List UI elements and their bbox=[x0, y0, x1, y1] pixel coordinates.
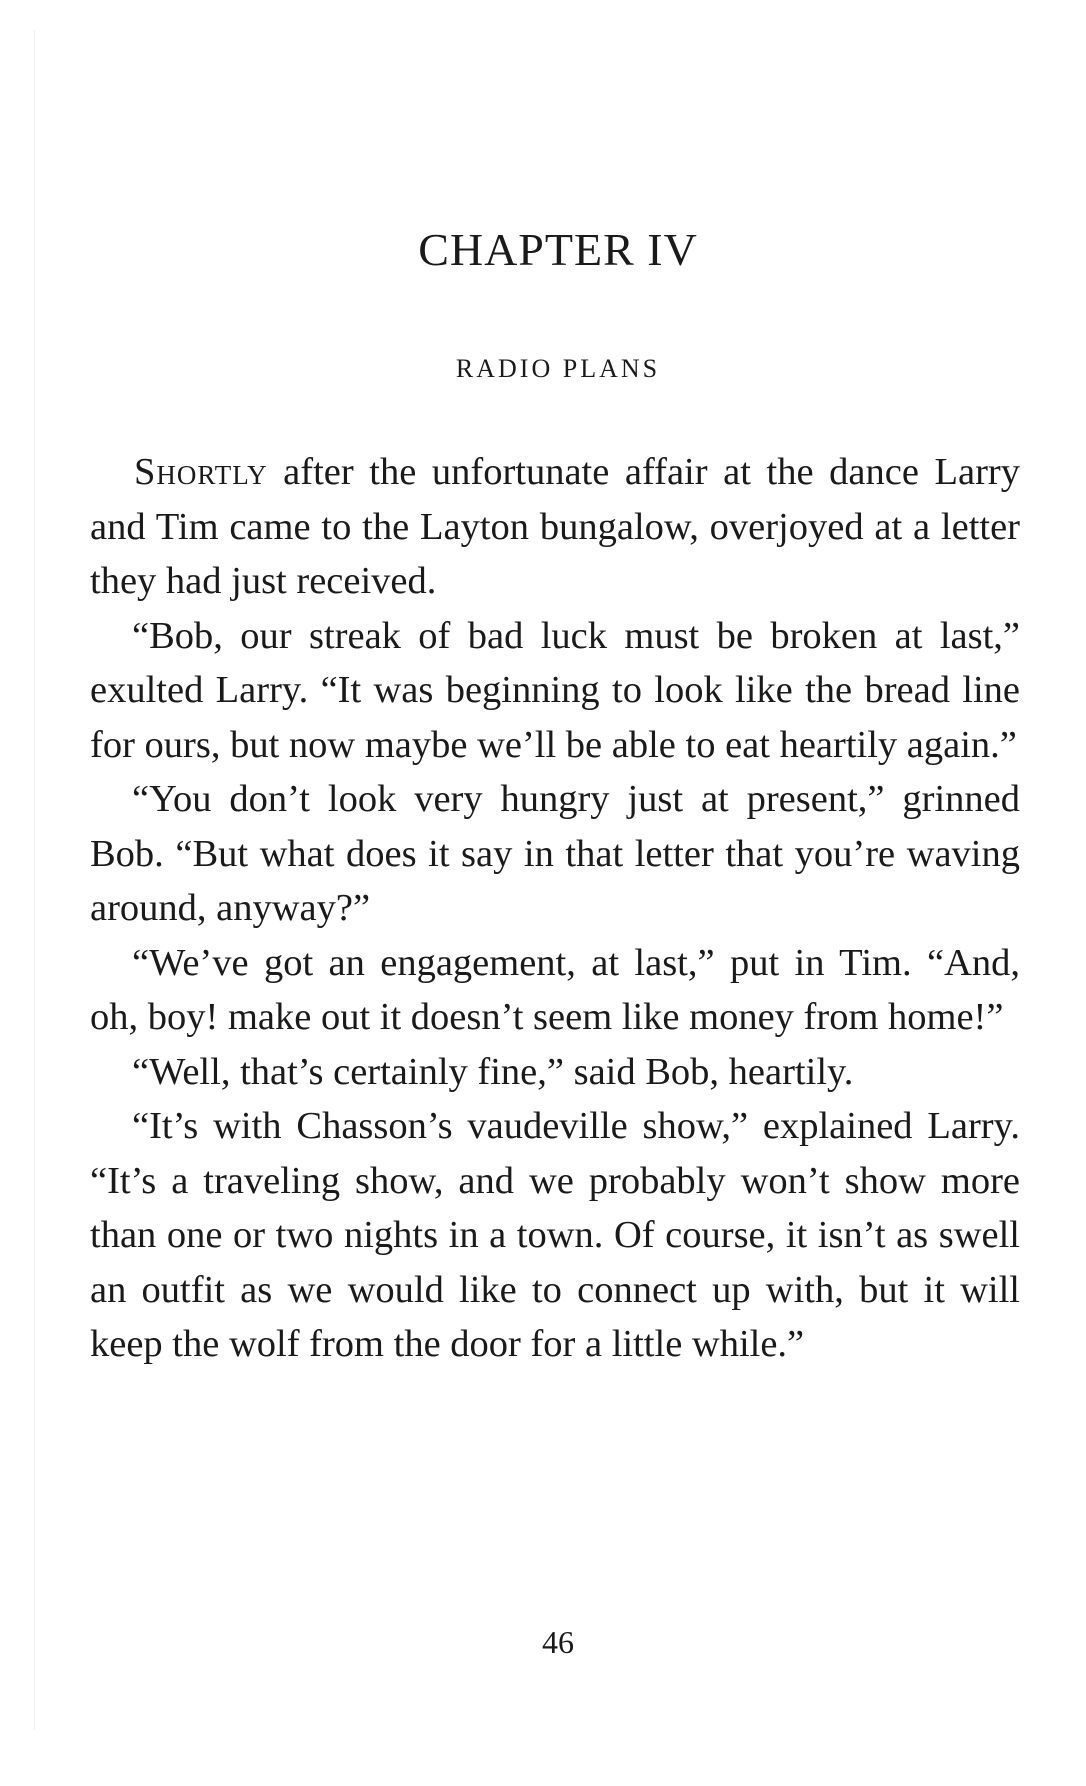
page-edge-shadow bbox=[34, 30, 35, 1730]
paragraph-2: “Bob, our streak of bad luck must be broken at last,” exulted Larry. “It was beginning to look like the bread line for ours, but now maybe we’ll be able to eat heartily again.” bbox=[90, 614, 1020, 766]
paragraph-6: “It’s with Chasson’s vaudeville show,” explained Larry. “It’s a traveling show, and we probably won’t show more than one or two nights in a town. Of course, it isn’t as swell an outfit as we would like to connect up with, but it will keep the wolf from the door for a little while.” bbox=[90, 1105, 1020, 1365]
paragraph-1 bbox=[90, 445, 1020, 609]
paragraph-5: “Well, that’s certainly fine,” said Bob, heartily. bbox=[132, 1050, 854, 1093]
lead-word: Shortly bbox=[134, 451, 268, 493]
chapter-title: RADIO PLANS bbox=[455, 354, 661, 383]
chapter-heading: CHAPTER IV bbox=[418, 224, 698, 275]
body-text bbox=[90, 445, 1020, 1372]
paragraph-text: after the unfortunate affair at the dance Larry and Tim came to the Layton bungalow, overjoyed at a letter they had just received. bbox=[90, 451, 1020, 602]
paragraph-4: “We’ve got an engagement, at last,” put in Tim. “And, oh, boy! make out it doesn’t seem like money from home!” bbox=[90, 941, 1020, 1038]
page-number: 46 bbox=[542, 1624, 574, 1660]
paragraph-3: “You don’t look very hungry just at present,” grinned Bob. “But what does it say in that letter that you’re waving around, anyway?” bbox=[90, 778, 1020, 929]
